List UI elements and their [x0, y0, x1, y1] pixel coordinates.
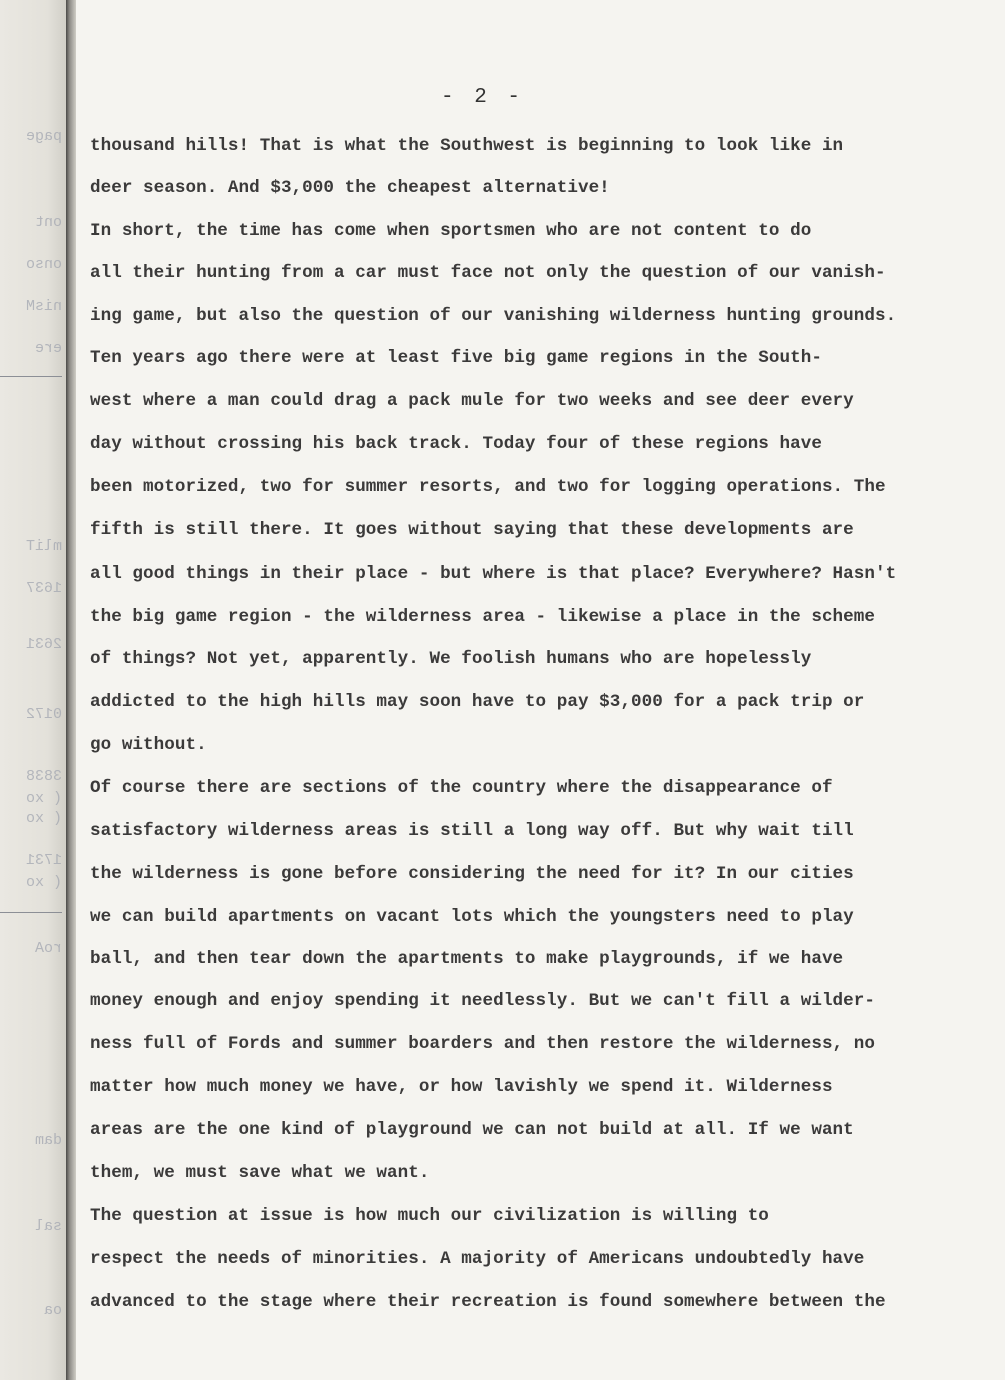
bleed-through-mark: mliT [25, 538, 62, 555]
bleed-through-mark: ( xo [25, 790, 62, 807]
bleed-through-rule [0, 376, 62, 377]
text-line: Of course there are sections of the country where the disappearance of [90, 778, 833, 798]
text-line: addicted to the high hills may soon have to pay $3,000 for a pack trip or [90, 692, 865, 712]
text-line: The question at issue is how much our civilization is willing to [90, 1206, 769, 1226]
bleed-through-mark: ere [34, 340, 62, 357]
text-line: matter how much money we have, or how lavishly we spend it. Wilderness [90, 1077, 833, 1097]
bleed-through-mark: 0172 [25, 706, 62, 723]
text-line: fifth is still there. It goes without saying that these developments are [90, 520, 854, 540]
underlying-page-edge [0, 0, 68, 1380]
bleed-through-mark: nisM [25, 298, 62, 315]
text-line: the big game region - the wilderness area - likewise a place in the scheme [90, 607, 875, 627]
text-line: ing game, but also the question of our vanishing wilderness hunting grounds. [90, 306, 897, 326]
text-line: been motorized, two for summer resorts, and two for logging operations. The [90, 477, 886, 497]
bleed-through-mark: 3838 [25, 768, 62, 785]
text-line: deer season. And $3,000 the cheapest alternative! [90, 178, 610, 198]
text-line: of things? Not yet, apparently. We foolish humans who are hopelessly [90, 649, 812, 669]
text-line: advanced to the stage where their recreation is found somewhere between the [90, 1292, 886, 1312]
text-line: ness full of Fords and summer boarders and then restore the wilderness, no [90, 1034, 875, 1054]
page-number: - 2 - [441, 86, 525, 109]
text-line: money enough and enjoy spending it needlessly. But we can't fill a wilder- [90, 991, 875, 1011]
text-line: In short, the time has come when sportsmen who are not content to do [90, 221, 812, 241]
text-line: them, we must save what we want. [90, 1163, 430, 1183]
binding-gutter [66, 0, 76, 1380]
text-line: respect the needs of minorities. A majority of Americans undoubtedly have [90, 1249, 865, 1269]
text-line: we can build apartments on vacant lots which the youngsters need to play [90, 907, 854, 927]
typewritten-page [76, 0, 1005, 1380]
text-line: satisfactory wilderness areas is still a long way off. But why wait till [90, 821, 854, 841]
text-line: ball, and then tear down the apartments to make playgrounds, if we have [90, 949, 844, 969]
bleed-through-mark: 1637 [25, 580, 62, 597]
text-line: west where a man could drag a pack mule for two weeks and see deer every [90, 391, 854, 411]
text-line: Ten years ago there were at least five big game regions in the South- [90, 348, 822, 368]
bleed-through-mark: sal [34, 1218, 62, 1235]
bleed-through-mark: 1731 [25, 852, 62, 869]
bleed-through-mark: ( xo [25, 810, 62, 827]
text-line: all good things in their place - but where is that place? Everywhere? Hasn't [90, 564, 897, 584]
text-line: thousand hills! That is what the Southwest is beginning to look like in [90, 136, 844, 156]
text-line: the wilderness is gone before considering the need for it? In our cities [90, 864, 854, 884]
text-line: all their hunting from a car must face not only the question of our vanish- [90, 263, 886, 283]
bleed-through-mark: page [25, 128, 62, 145]
text-line: areas are the one kind of playground we can not build at all. If we want [90, 1120, 854, 1140]
bleed-through-mark: dam [34, 1132, 62, 1149]
bleed-through-mark: roA [34, 940, 62, 957]
bleed-through-mark: onso [25, 256, 62, 273]
text-line: day without crossing his back track. Today four of these regions have [90, 434, 822, 454]
bleed-through-mark: ( xo [25, 874, 62, 891]
bleed-through-rule [0, 912, 62, 913]
bleed-through-mark: oa [43, 1302, 62, 1319]
bleed-through-mark: ont [34, 214, 62, 231]
text-line: go without. [90, 735, 207, 755]
bleed-through-mark: 2631 [25, 636, 62, 653]
